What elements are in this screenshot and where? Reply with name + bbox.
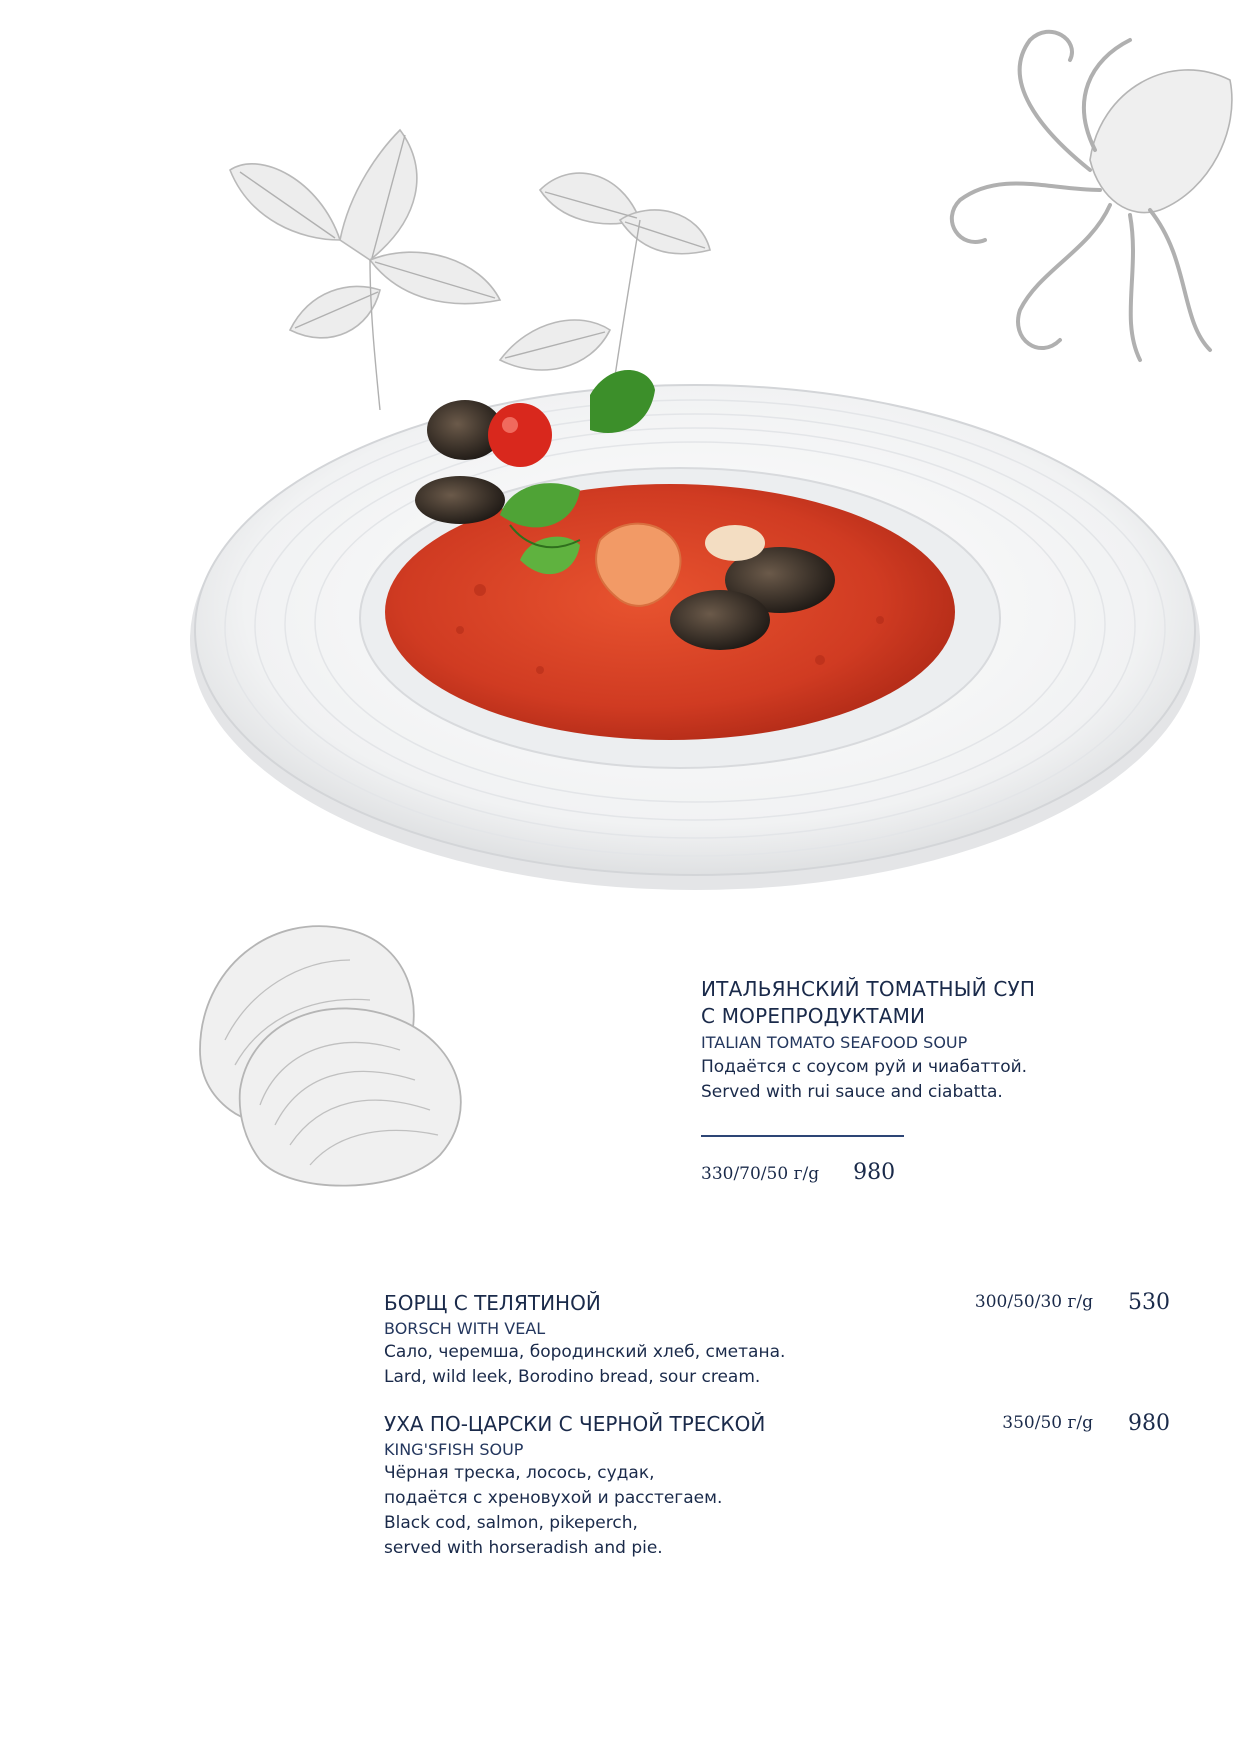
dish-photo	[180, 330, 1210, 920]
item-title-en: KING'SFISH SOUP	[384, 1440, 524, 1459]
item-desc-line: Black cod, salmon, pikeperch,	[384, 1513, 638, 1533]
item-title: БОРЩ С ТЕЛЯТИНОЙ	[384, 1291, 601, 1315]
item-desc-line: Чёрная треска, лосось, судак,	[384, 1463, 655, 1483]
featured-weight: 330/70/50 г/g	[701, 1164, 820, 1184]
item-price: 980	[1128, 1411, 1170, 1436]
featured-desc-en: Served with rui sauce and ciabatta.	[701, 1082, 1003, 1102]
featured-title-en: ITALIAN TOMATO SEAFOOD SOUP	[701, 1033, 968, 1052]
clam-sketch-icon	[180, 900, 500, 1200]
featured-desc-ru: Подаётся с соусом руй и чиабаттой.	[701, 1057, 1028, 1077]
divider	[701, 1135, 904, 1137]
featured-title-line2: С МОРЕПРОДУКТАМИ	[701, 1004, 926, 1028]
item-title: УХА ПО-ЦАРСКИ С ЧЕРНОЙ ТРЕСКОЙ	[384, 1412, 766, 1436]
item-desc-line: Lard, wild leek, Borodino bread, sour cream.	[384, 1367, 761, 1387]
item-desc-line: подаётся с хреновухой и расстегаем.	[384, 1488, 723, 1508]
item-price: 530	[1128, 1290, 1170, 1315]
featured-price: 980	[853, 1160, 896, 1185]
item-weight: 350/50 г/g	[1002, 1413, 1093, 1433]
featured-title-line1: ИТАЛЬЯНСКИЙ ТОМАТНЫЙ СУП	[701, 977, 1036, 1001]
featured-meta	[701, 1160, 1121, 1185]
item-desc-line: Сало, черемша, бородинский хлеб, сметана.	[384, 1342, 786, 1362]
item-desc-line: served with horseradish and pie.	[384, 1538, 663, 1558]
item-weight: 300/50/30 г/g	[974, 1292, 1093, 1312]
item-title-en: BORSCH WITH VEAL	[384, 1319, 546, 1338]
featured-dish	[701, 976, 1121, 1185]
menu-item-borsch	[384, 1290, 1174, 1390]
menu-item-fish-soup	[384, 1411, 1174, 1561]
